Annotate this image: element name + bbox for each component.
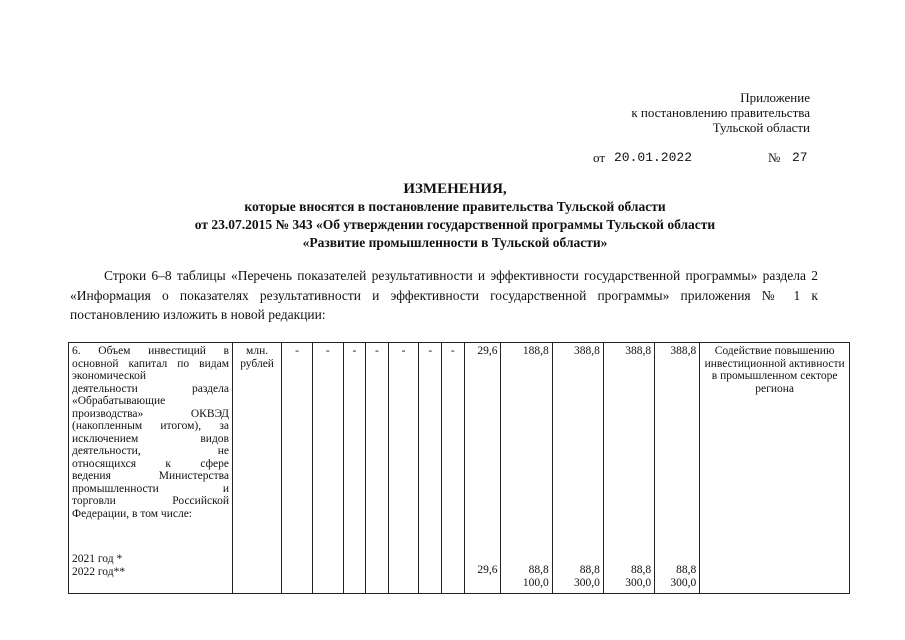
description-line: производства» ОКВЭД (72, 407, 229, 420)
value-2021: 88,8 (579, 564, 600, 576)
value-2021: 29,6 (477, 564, 498, 576)
indicators-table (68, 342, 850, 594)
indicator-description-cell (69, 343, 233, 594)
description-line: промышленности и (72, 482, 229, 495)
dash-cell: - (388, 343, 419, 594)
indicator-description (72, 345, 229, 535)
result-cell: Содействие повышению инвестиционной активности в промышленном секторе региона (700, 343, 850, 594)
description-line: исключением видов (72, 432, 229, 445)
value-2022: 300,0 (625, 576, 652, 589)
value-total: 188,8 (522, 345, 549, 357)
dash-cell: - (343, 343, 366, 594)
value-cell (603, 343, 654, 594)
description-line: деятельности, не (72, 445, 229, 457)
description-line: «Обрабатывающие (72, 395, 166, 407)
appendix-line-2: к постановлению правительства (631, 105, 810, 120)
heading-line-1: которые вносятся в постановление правительства Тульской области (244, 199, 666, 214)
appendix-line-3: Тульской области (712, 120, 810, 135)
changes-heading (95, 180, 815, 252)
number-sign: № (768, 150, 781, 165)
value-cell (552, 343, 603, 594)
value-2021: 88,8 (528, 564, 549, 576)
description-line: ведения Министерства (72, 470, 229, 482)
description-line: торговли Российской (72, 495, 229, 507)
description-line: Федерации, в том числе: (72, 507, 193, 520)
value-cell (501, 343, 552, 594)
date-prefix: от (593, 150, 606, 165)
value-total: 29,6 (477, 345, 498, 357)
value-total: 388,8 (625, 345, 652, 357)
value-2022: 300,0 (670, 576, 697, 589)
appendix-title: Приложение (740, 90, 810, 105)
dash-cell: - (282, 343, 313, 594)
value-cell (464, 343, 501, 594)
intro-text: Строки 6–8 таблицы «Перечень показателей результативности и эффективности государственной программы» раздела 2 «Информация о показателях результативности и эффективности государственной программы» приложения № 1 к постановлению изложить в новой редакции: (70, 268, 818, 322)
description-line: основной капитал по видам (72, 357, 229, 370)
value-total: 388,8 (574, 345, 600, 357)
year-2022-label: 2022 год** (72, 565, 126, 578)
value-2021: 88,8 (631, 564, 652, 576)
dash-cell: - (312, 343, 343, 594)
description-line: деятельности раздела (72, 382, 229, 395)
value-2021: 88,8 (676, 564, 697, 576)
value-total: 388,8 (670, 345, 697, 357)
document-number: 27 (792, 150, 808, 165)
table-row (69, 343, 850, 594)
document-date: 20.01.2022 (614, 150, 693, 165)
value-2022: 300,0 (574, 576, 600, 589)
heading-line-3: «Развитие промышленности в Тульской области» (302, 235, 608, 250)
intro-paragraph (70, 266, 818, 325)
description-line: относящихся к сфере (72, 457, 229, 470)
dash-cell: - (366, 343, 389, 594)
description-line: экономической (72, 370, 146, 382)
year-2021-label: 2021 год * (72, 553, 123, 565)
dash-cell: - (419, 343, 442, 594)
heading-line-2: от 23.07.2015 № 343 «Об утверждении государственной программы Тульской области (194, 217, 716, 232)
year-breakdown (72, 553, 229, 578)
value-2022: 100,0 (522, 576, 549, 589)
dash-cell: - (442, 343, 465, 594)
description-line: 6. Объем инвестиций в (72, 345, 229, 357)
description-line: (накопленным итогом), за (72, 420, 229, 432)
value-cell (655, 343, 700, 594)
unit-cell: млн. рублей (232, 343, 281, 594)
appendix-block (540, 90, 810, 135)
heading-title: ИЗМЕНЕНИЯ, (403, 181, 507, 197)
